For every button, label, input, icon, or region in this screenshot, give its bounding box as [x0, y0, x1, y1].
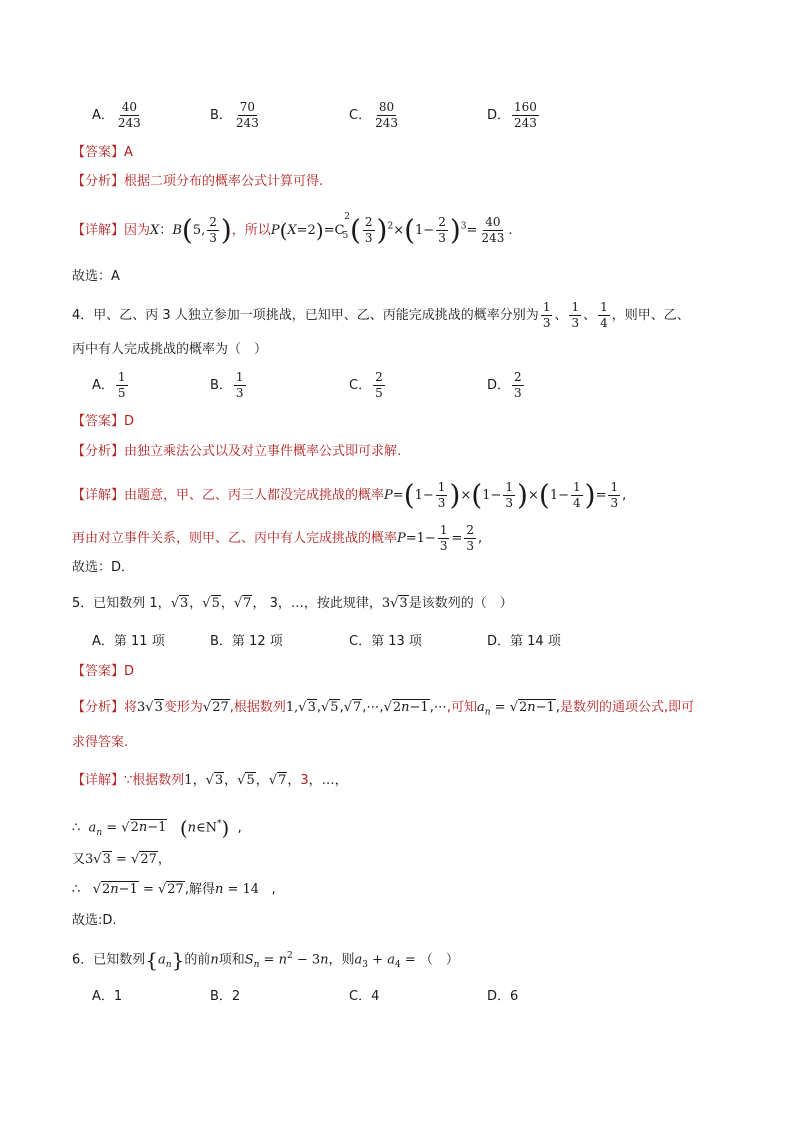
- q5-analysis-line1: 【分析】将3√3变形为√27,根据数列1,√3,√5,√7,⋯,√2n−1,⋯,可知$a_n = √2n-1$,是数列的通项公式,即可: [72, 700, 695, 718]
- q4-answer: 【答案】D: [72, 414, 135, 429]
- fraction: $\frac{40}{243}$: [117, 100, 141, 130]
- q5-analysis-line2: 求得答案.: [72, 735, 129, 750]
- q3-option-b[interactable]: B． $\frac{70}{243}$: [210, 100, 259, 130]
- q4-detail-line1: 【详解】由题意，甲、乙、丙三人都没完成挑战的概率P=(1− $\frac{1}{3}$ )×(1− $\frac{1}{3}$ )×(1− $\frac{1}{4}$ )= $\frac{1}{3}$ ,: [72, 478, 627, 512]
- q3-analysis: 【分析】根据二项分布的概率公式计算可得.: [72, 174, 324, 189]
- fraction: $\frac{70}{243}$: [235, 100, 259, 130]
- q5-detail-line1: 【详解】∵根据数列1，√3，√5，√7，3，…，: [72, 773, 348, 788]
- q6-option-c[interactable]: C．4: [349, 989, 380, 1004]
- q5-detail-line4: ∴ √2n−1 = √27,解得n = 14 ,: [72, 882, 276, 897]
- fraction: $\frac{160}{243}$: [514, 100, 537, 130]
- q3-conclusion: 故选：A: [72, 269, 120, 284]
- q6-option-b[interactable]: B．2: [210, 989, 241, 1004]
- q5-option-c[interactable]: C．第 13 项: [349, 634, 422, 649]
- q4-option-c[interactable]: C． $\frac{2}{5}$: [349, 370, 383, 400]
- q6-option-d[interactable]: D．6: [487, 989, 519, 1004]
- q4-conclusion: 故选：D．: [72, 560, 135, 575]
- q4-detail-line2: 再由对立事件关系，则甲、乙、丙中有人完成挑战的概率P=1− $\frac{1}{3}$ = $\frac{2}{3}$ ,: [72, 523, 483, 553]
- fraction: $\frac{2}{5}$: [375, 370, 383, 400]
- q5-detail-line2: ∴ $a_n = √2n-1$ (n∈N*) ,: [72, 815, 242, 840]
- q4-stem-line1: 4．甲、乙、丙 3 人独立参加一项挑战，已知甲、乙、丙能完成挑战的概率分别为 $\frac{1}{3}$ 、 $\frac{1}{3}$ 、 $\frac{1}{4}$ ，则甲、乙、: [72, 300, 690, 330]
- q3-option-a[interactable]: A． $\frac{40}{243}$: [92, 100, 141, 130]
- q5-detail-line3: 又3√3 = √27，: [72, 852, 171, 867]
- q5-option-b[interactable]: B．第 12 项: [210, 634, 283, 649]
- q3-answer: 【答案】A: [72, 145, 133, 160]
- q5-conclusion: 故选:D.: [72, 913, 117, 928]
- q5-option-d[interactable]: D．第 14 项: [487, 634, 561, 649]
- q5-option-a[interactable]: A．第 11 项: [92, 634, 165, 649]
- fraction: $\frac{80}{243}$: [375, 100, 398, 130]
- q4-option-a[interactable]: A． $\frac{1}{5}$: [92, 370, 126, 400]
- q4-analysis: 【分析】由独立乘法公式以及对立事件概率公式即可求解.: [72, 444, 402, 459]
- q6-option-a[interactable]: A．1: [92, 989, 123, 1004]
- q5-stem: 5．已知数列 1，√3，√5，√7， 3，…，按此规律，3√3是该数列的（ ）: [72, 596, 513, 611]
- fraction: $\frac{1}{3}$: [235, 370, 244, 400]
- q3-detail: 【详解】因为X：B(5, $\frac{2}{3}$ )，所以$P(X=2)=C_5^2$( $\frac{2}{3}$ )$^2$×(1− $\frac{2}{3}$ )$^3$= $\frac{40}{243}$ .: [72, 211, 513, 247]
- q4-option-b[interactable]: B． $\frac{1}{3}$: [210, 370, 244, 400]
- q6-stem: 6．已知数列$\{a_n\}$的前n项和$S_n = n^2 - 3n$，则$a_3 + a_4$ = （ ）: [72, 947, 459, 972]
- q4-option-d[interactable]: D． $\frac{2}{3}$: [487, 370, 522, 400]
- q5-answer: 【答案】D: [72, 664, 135, 679]
- fraction: $\frac{2}{3}$: [514, 370, 522, 400]
- fraction: $\frac{1}{5}$: [117, 370, 126, 400]
- q3-option-d[interactable]: D． $\frac{160}{243}$: [487, 100, 537, 130]
- q3-option-c[interactable]: C． $\frac{80}{243}$: [349, 100, 398, 130]
- q4-stem-line2: 丙中有人完成挑战的概率为（ ）: [72, 342, 268, 357]
